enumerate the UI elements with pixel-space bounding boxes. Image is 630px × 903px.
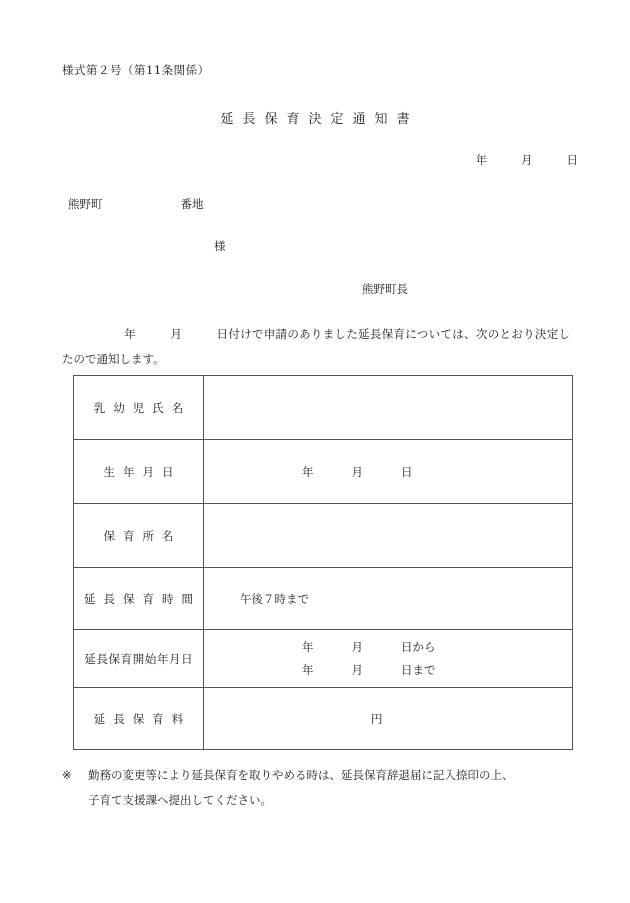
table-row: [74, 440, 573, 504]
row-value-extended-hours[interactable]: 午後７時まで: [204, 568, 573, 630]
table-row: [74, 504, 573, 568]
row-value-birthdate[interactable]: [204, 440, 573, 504]
addressee-address: [68, 196, 204, 212]
document-title: 延長保育決定通知書: [220, 112, 419, 127]
body-text-second-line: したので通知します。: [62, 327, 571, 366]
footnote-line-1: 勤務の変更等により延長保育を取りやめる時は、延長保育辞退届に記入捺印の上、: [88, 768, 514, 782]
row-label-extended-hours: 延長保育時間: [74, 568, 204, 630]
form-number: 様式第２号（第11条関係）: [62, 63, 210, 77]
row-label-extended-fee: 延長保育料: [74, 688, 204, 750]
body-year: 年: [124, 327, 137, 341]
row-value-start-date[interactable]: [204, 630, 573, 688]
row-value-child-name[interactable]: [204, 376, 573, 440]
birthdate-year: 年: [302, 464, 314, 479]
addressee-honorific: 様: [214, 239, 226, 253]
row-label-birthdate: 生年月日: [74, 440, 204, 504]
period-from-line: 年 月 日から: [302, 639, 436, 654]
issue-date-year: 年: [475, 153, 487, 167]
body-paragraph: [62, 322, 570, 372]
table-row: [74, 630, 573, 688]
row-label-child-name: 乳幼児氏名: [74, 376, 204, 440]
footnote-line-2: 子育て支援課へ提出してください。: [88, 793, 272, 807]
row-label-start-date: 延長保育開始年月日: [74, 630, 204, 688]
table-row: [74, 376, 573, 440]
issue-date-day: 日: [566, 153, 578, 167]
decision-details-table: [73, 375, 573, 750]
issue-date-month: 月: [521, 153, 533, 167]
row-value-nursery-name[interactable]: [204, 504, 573, 568]
row-value-extended-fee[interactable]: 円: [204, 688, 573, 750]
body-text-main: 日付けで申請のありました延長保育については、次のとおり決定: [216, 327, 559, 341]
table-row: [74, 688, 573, 750]
body-month: 月: [170, 327, 183, 341]
birthdate-day: 日: [401, 464, 413, 479]
birthdate-month: 月: [351, 464, 363, 479]
issue-date-line: [0, 152, 578, 168]
footnote: [62, 763, 574, 813]
footnote-marker: ※: [62, 768, 72, 782]
table-row: [74, 568, 573, 630]
issuer-name: 熊野町長: [362, 282, 408, 296]
period-to-line: 年 月 日まで: [302, 662, 436, 677]
addressee-town: 熊野町: [68, 197, 103, 211]
addressee-banchi-label: 番地: [180, 197, 204, 211]
row-label-nursery-name: 保育所名: [74, 504, 204, 568]
